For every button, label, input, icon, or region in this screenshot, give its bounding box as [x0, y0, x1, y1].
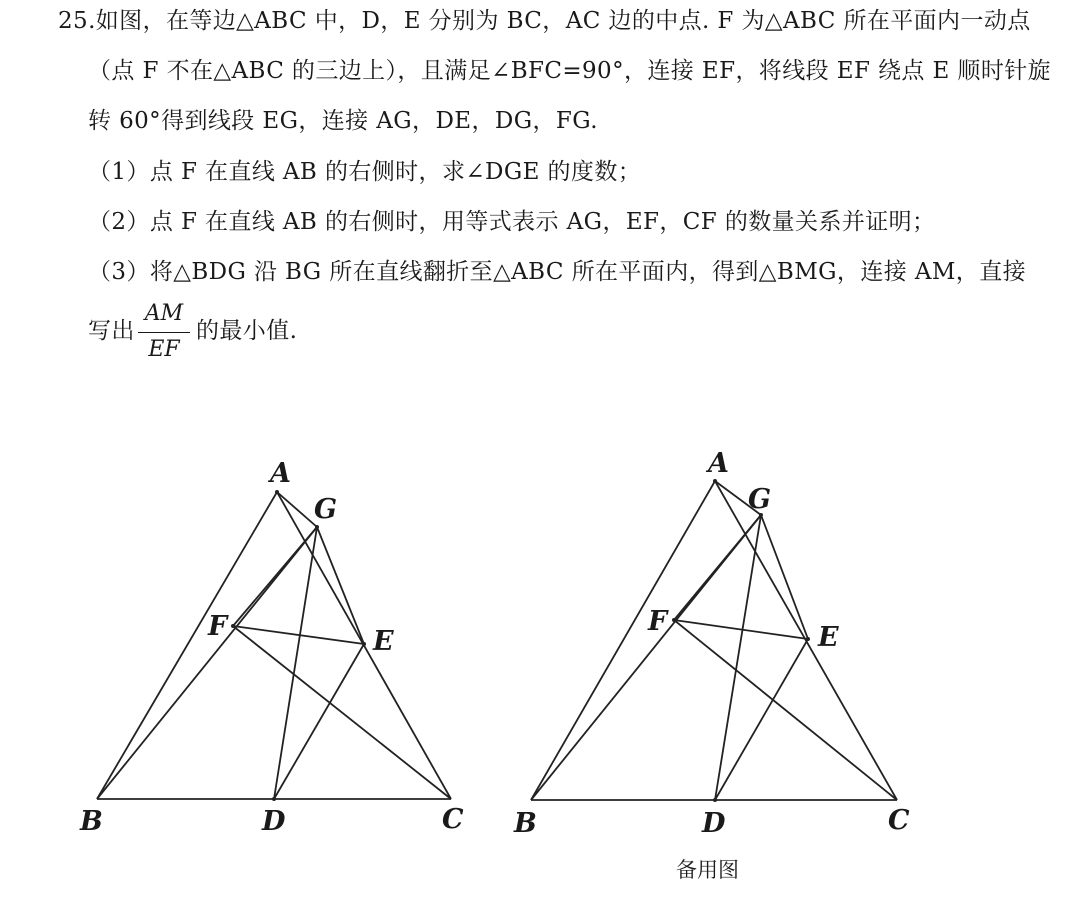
fig2-label-F: F: [648, 606, 668, 637]
fig2-point-F: [672, 618, 676, 622]
fig2-label-G: G: [748, 484, 772, 515]
fig1-segment-AB: [97, 492, 277, 799]
fig1-label-A: A: [270, 458, 291, 489]
fig1-point-E: [362, 642, 366, 646]
fig2-segment-EG: [761, 515, 808, 639]
figure-1-labels: [79, 458, 464, 837]
question-3-suffix: 的最小值.: [196, 318, 298, 344]
question-2: （2）点 F 在直线 AB 的右侧时，用等式表示 AG，EF，CF 的数量关系并证明；: [88, 209, 936, 235]
question-3-prefix: 写出: [88, 318, 135, 344]
fig1-point-G: [315, 525, 319, 529]
fig1-segment-AG: [277, 492, 317, 527]
fig2-segment-DG: [715, 515, 761, 800]
fig2-label-B: B: [514, 808, 537, 839]
fig2-label-E: E: [818, 622, 839, 653]
question-3: （3）将△BDG 沿 BG 所在直线翻折至△ABC 所在平面内，得到△BMG，连接 AM，直接: [88, 259, 1026, 285]
fig2-label-A: A: [708, 448, 729, 479]
fig2-segment-CF: [674, 620, 897, 800]
question-1: （1）点 F 在直线 AB 的右侧时，求∠DGE 的度数；: [88, 159, 642, 185]
fig2-label-D: D: [702, 808, 726, 839]
figure-2-caption: 备用图: [676, 858, 739, 882]
fig1-point-D: [272, 797, 276, 801]
fig2-segment-DE: [715, 639, 808, 800]
fig2-point-E: [806, 637, 810, 641]
problem-line-2: （点 F 不在△ABC 的三边上），且满足∠BFC=90°，连接 EF，将线段 EF 绕点 E 顺时针旋: [88, 58, 1052, 84]
fig2-label-C: C: [888, 805, 910, 836]
fig2-point-A: [713, 479, 717, 483]
fig1-label-G: G: [314, 494, 338, 525]
fig1-segment-DE: [274, 644, 364, 799]
fig1-segment-CF: [233, 626, 451, 799]
fig1-label-B: B: [80, 806, 103, 837]
fig2-segment-AB: [531, 481, 715, 800]
fig1-label-C: C: [442, 804, 464, 835]
problem-number: 25.: [58, 8, 96, 34]
fig1-point-A: [275, 490, 279, 494]
fig2-point-D: [713, 798, 717, 802]
fig1-label-F: F: [208, 611, 228, 642]
fig1-label-D: D: [262, 806, 286, 837]
fraction-numerator: AM: [144, 301, 184, 326]
problem-stem-line1: 如图，在等边△ABC 中，D，E 分别为 BC，AC 边的中点. F 为△ABC 所在平面内一动点: [95, 8, 1031, 34]
figure-2: [531, 479, 897, 802]
problem-line-3: 转 60°得到线段 EG，连接 AG，DE，DG，FG.: [88, 108, 598, 134]
fig1-label-E: E: [373, 626, 394, 657]
figure-2-labels: [513, 448, 910, 839]
fig1-segment-BG: [97, 527, 317, 799]
fraction-denominator: EF: [148, 337, 180, 362]
figure-1: [97, 490, 451, 801]
fig1-segment-EG: [317, 527, 364, 644]
fig1-point-F: [231, 624, 235, 628]
